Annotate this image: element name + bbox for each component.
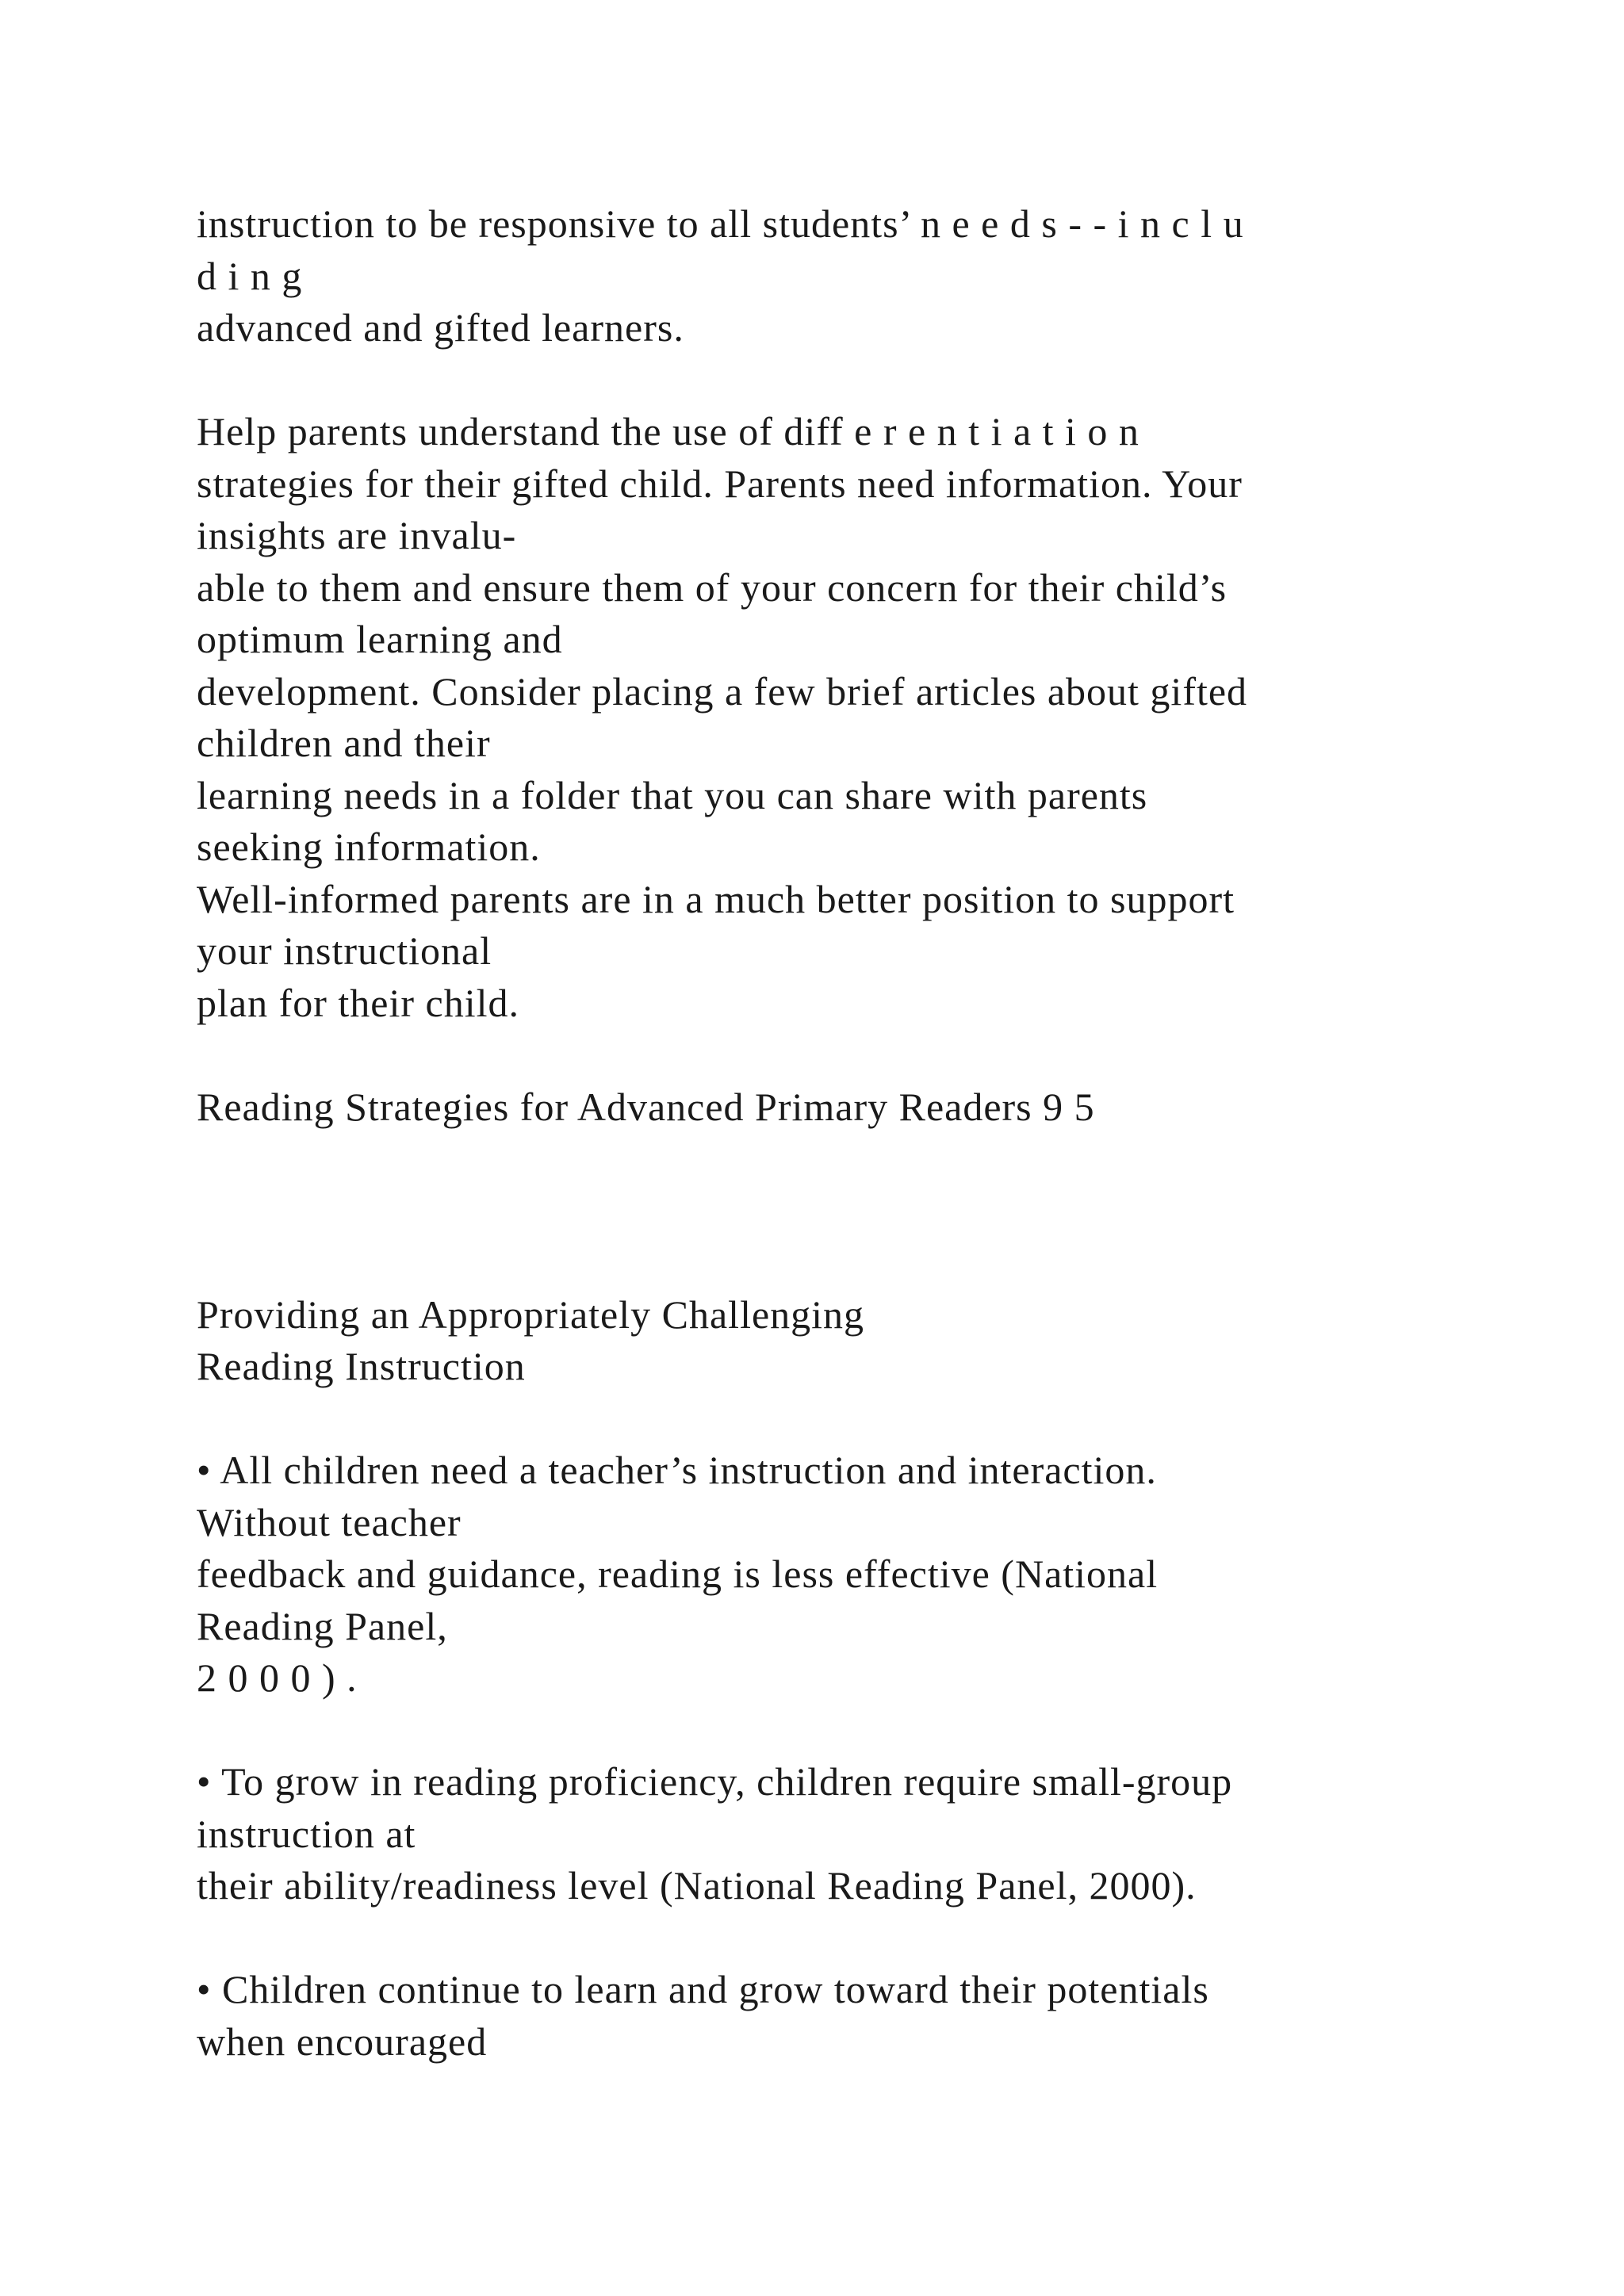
text-line: seeking information.	[197, 825, 541, 869]
bullet-line: • All children need a teacher’s instruction and interaction.	[197, 1448, 1157, 1492]
paragraph-gap	[197, 1912, 1497, 1965]
paragraph-gap	[197, 1705, 1497, 1757]
text-line: feedback and guidance, reading is less effective (National	[197, 1552, 1159, 1596]
paragraph-gap	[197, 354, 1497, 407]
text-line: plan for their child.	[197, 980, 519, 1025]
paragraph-gap	[197, 1393, 1497, 1445]
section-heading: Providing an Appropriately Challenging	[197, 1292, 865, 1337]
bullet-line: • To grow in reading proficiency, children require small-group	[197, 1759, 1233, 1804]
text-line: Without teacher	[197, 1499, 462, 1544]
text-line: able to them and ensure them of your concern for their child’s	[197, 564, 1228, 610]
text-line: Help parents understand the use of diff e r e n t i a t i o n	[197, 409, 1139, 453]
text-line: optimum learning and	[197, 617, 563, 661]
text-line: development. Consider placing a few brief articles about gifted	[197, 668, 1248, 714]
running-footer: Reading Strategies for Advanced Primary Readers 9 5	[197, 1084, 1095, 1129]
page-break-gap	[197, 1133, 1497, 1289]
paragraph-gap	[197, 1029, 1497, 1081]
text-line: strategies for their gifted child. Parents need information. Your	[197, 461, 1243, 506]
text-line: instruction at	[197, 1811, 416, 1856]
text-line: when encouraged	[197, 2019, 488, 2064]
text-line: advanced and gifted learners.	[197, 305, 684, 350]
text-line: d i n g	[197, 253, 303, 298]
text-line: Well-informed parents are in a much better position to support	[197, 876, 1235, 921]
text-line: insights are invalu-	[197, 513, 517, 557]
text-line: their ability/readiness level (National Reading Panel, 2000).	[197, 1863, 1197, 1908]
text-line: instruction to be responsive to all students’ n e e d s - - i n c l u	[197, 201, 1244, 246]
text-line: learning needs in a folder that you can share with parents	[197, 772, 1148, 817]
text-line: Reading Panel,	[197, 1603, 448, 1648]
text-line: your instructional	[197, 928, 492, 973]
bullet-line: • Children continue to learn and grow toward their potentials	[197, 1967, 1209, 2011]
text-line: children and their	[197, 721, 491, 765]
text-line: 2 0 0 0 ) .	[197, 1655, 358, 1700]
section-heading: Reading Instruction	[197, 1344, 526, 1388]
document-body	[197, 198, 1497, 2068]
